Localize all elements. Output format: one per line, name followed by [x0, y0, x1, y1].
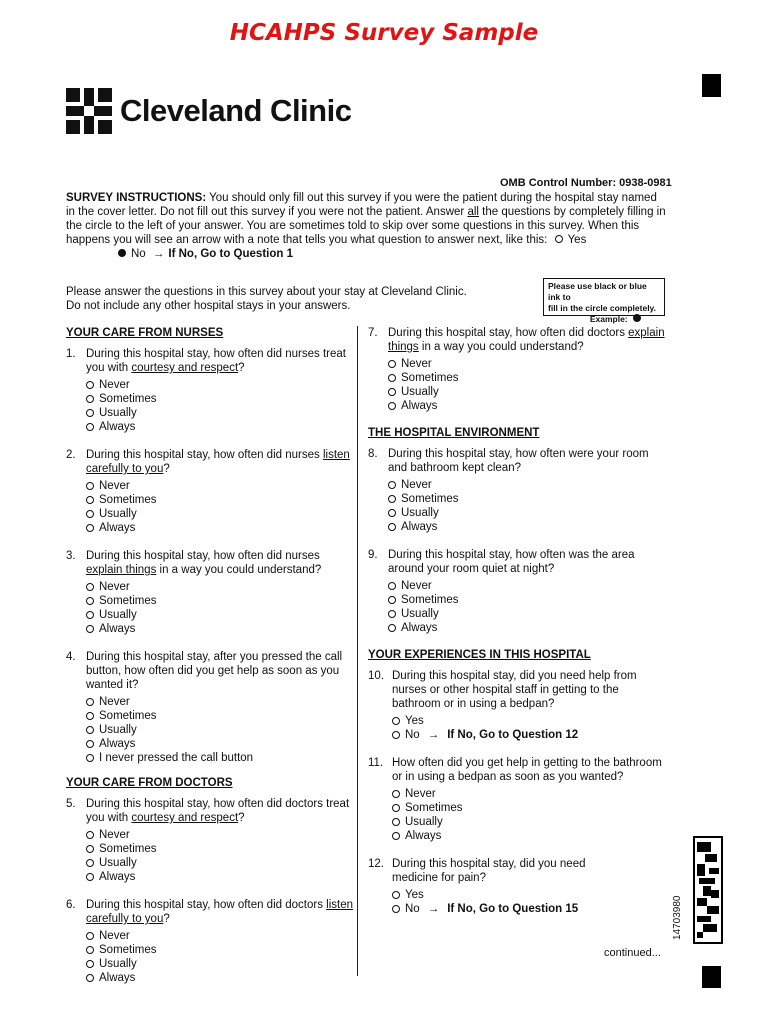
question-text: During this hospital stay, did you need help from nurses or other hospital staff in getting to the bathroom or in using a bedpan?	[392, 670, 637, 710]
option-never[interactable]	[392, 787, 668, 801]
continued-label: continued...	[604, 947, 661, 959]
option-never[interactable]	[86, 929, 356, 943]
option-label: Always	[99, 972, 136, 984]
radio-circle[interactable]	[388, 596, 396, 604]
question-number: 12.	[368, 858, 384, 870]
question-number: 3.	[66, 550, 76, 562]
ink-line-2: fill in the circle completely.	[548, 303, 657, 313]
option-no[interactable]	[392, 902, 668, 916]
cleveland-clinic-cross-logo-icon	[66, 88, 112, 134]
option-never[interactable]	[86, 580, 356, 594]
question-5	[66, 797, 356, 825]
option-sometimes[interactable]	[388, 371, 668, 385]
answer-options	[66, 929, 356, 985]
option-label: Sometimes	[401, 493, 459, 505]
option-label: Usually	[99, 508, 137, 520]
option-usually[interactable]	[392, 815, 668, 829]
option-never[interactable]	[388, 478, 668, 492]
arrow-icon: →	[152, 248, 165, 260]
question-3	[66, 549, 356, 577]
section-environment: THE HOSPITAL ENVIRONMENT	[368, 427, 540, 439]
option-label: Usually	[99, 958, 137, 970]
answer-options	[66, 479, 356, 535]
option-label: Always	[99, 623, 136, 635]
option-label: Sometimes	[401, 594, 459, 606]
question-emphasis: listen carefully to you	[86, 449, 350, 475]
option-usually[interactable]	[86, 723, 356, 737]
radio-circle[interactable]	[86, 932, 94, 940]
radio-circle[interactable]	[392, 818, 400, 826]
question-text: During this hospital stay, how often did nurses treat you with	[86, 348, 346, 374]
radio-circle[interactable]	[86, 510, 94, 518]
question-10	[368, 669, 668, 711]
question-2	[66, 448, 356, 476]
option-usually[interactable]	[86, 406, 356, 420]
ink-example-circle	[633, 314, 641, 322]
answer-note-line-1: Please answer the questions in this survey about your stay at Cleveland Clinic.	[66, 286, 467, 298]
option-no[interactable]	[392, 728, 668, 742]
question-11	[368, 756, 668, 784]
question-text-end: ?	[238, 362, 245, 374]
radio-circle[interactable]	[388, 481, 396, 489]
question-number: 9.	[368, 549, 378, 561]
radio-circle[interactable]	[86, 831, 94, 839]
option-never[interactable]	[86, 828, 356, 842]
option-label: Sometimes	[99, 843, 157, 855]
question-text: During this hospital stay, after you pressed the call button, how often did you get help as soon as you wanted it?	[86, 651, 343, 691]
ink-example-label: Example:	[589, 314, 628, 324]
answer-options	[66, 695, 356, 765]
column-divider	[357, 326, 358, 976]
skip-instruction: If No, Go to Question 15	[447, 903, 579, 915]
right-column	[368, 326, 668, 916]
question-4	[66, 650, 356, 692]
question-text: During this hospital stay, how often did doctors treat you with	[86, 798, 350, 824]
option-label: Usually	[99, 857, 137, 869]
radio-circle[interactable]	[86, 597, 94, 605]
option-label: Sometimes	[401, 372, 459, 384]
radio-circle[interactable]	[388, 388, 396, 396]
radio-circle[interactable]	[86, 859, 94, 867]
option-never[interactable]	[86, 695, 356, 709]
option-sometimes[interactable]	[86, 842, 356, 856]
option-always[interactable]	[388, 520, 668, 534]
radio-circle[interactable]	[86, 395, 94, 403]
radio-circle[interactable]	[86, 423, 94, 431]
question-text-end: ?	[163, 913, 170, 925]
answer-note	[66, 285, 526, 313]
radio-circle[interactable]	[86, 873, 94, 881]
alignment-marker-bottom	[702, 966, 721, 988]
answer-options	[66, 378, 356, 434]
radio-circle[interactable]	[86, 946, 94, 954]
question-7	[368, 326, 668, 354]
option-usually[interactable]	[86, 957, 356, 971]
option-label: Always	[99, 421, 136, 433]
option-label: Never	[405, 788, 436, 800]
question-text: During this hospital stay, how often did doctors	[86, 899, 327, 911]
radio-circle[interactable]	[86, 974, 94, 982]
section-nurses: YOUR CARE FROM NURSES	[66, 327, 224, 339]
option-always[interactable]	[388, 399, 668, 413]
option-label: Never	[99, 930, 130, 942]
radio-circle[interactable]	[86, 611, 94, 619]
option-always[interactable]	[392, 829, 668, 843]
option-always[interactable]	[86, 870, 356, 884]
question-emphasis: courtesy and respect	[131, 362, 239, 374]
answer-options	[368, 357, 668, 413]
example-filled-circle	[118, 249, 126, 257]
radio-circle[interactable]	[86, 409, 94, 417]
option-sometimes[interactable]	[388, 593, 668, 607]
option-always[interactable]	[86, 420, 356, 434]
question-number: 4.	[66, 651, 76, 663]
omb-control-number: OMB Control Number: 0938-0981	[500, 177, 672, 189]
option-label: Never	[99, 379, 130, 391]
question-number: 10.	[368, 670, 384, 682]
radio-circle[interactable]	[86, 712, 94, 720]
question-emphasis: explain things	[388, 327, 665, 353]
option-label: Sometimes	[99, 710, 157, 722]
example-empty-circle	[555, 235, 563, 243]
instructions-label: SURVEY INSTRUCTIONS:	[66, 192, 207, 204]
alignment-marker-top	[702, 74, 721, 97]
arrow-icon: →	[427, 729, 440, 741]
ink-instructions-box	[543, 278, 665, 324]
option-label: Sometimes	[99, 595, 157, 607]
cleveland-clinic-logo	[66, 88, 351, 134]
answer-options	[368, 714, 668, 742]
radio-circle[interactable]	[388, 523, 396, 531]
option-never-pressed[interactable]	[86, 751, 356, 765]
radio-circle[interactable]	[392, 832, 400, 840]
radio-circle[interactable]	[86, 381, 94, 389]
instructions-text-a: You should only fill out this survey if you were the patient during the hospital stay named in the cover letter. Do not fill out this survey if you were not the patient. Answer	[66, 192, 657, 218]
logo-text: Cleveland Clinic	[120, 93, 352, 128]
radio-circle[interactable]	[392, 731, 400, 739]
option-usually[interactable]	[86, 608, 356, 622]
question-emphasis: explain things	[86, 564, 157, 576]
option-label: Usually	[99, 407, 137, 419]
option-label: Never	[99, 480, 130, 492]
question-text: During this hospital stay, how often did nurses	[86, 449, 323, 461]
answer-options	[368, 787, 668, 843]
option-always[interactable]	[86, 521, 356, 535]
option-label: No	[405, 729, 420, 741]
radio-circle[interactable]	[86, 625, 94, 633]
option-sometimes[interactable]	[86, 493, 356, 507]
option-usually[interactable]	[388, 607, 668, 621]
option-label: I never pressed the call button	[99, 752, 254, 764]
question-8	[368, 447, 668, 475]
option-label: Never	[99, 581, 130, 593]
radio-circle[interactable]	[388, 374, 396, 382]
option-label: Usually	[401, 608, 439, 620]
radio-circle[interactable]	[86, 698, 94, 706]
example-yes: Yes	[567, 234, 587, 246]
radio-circle[interactable]	[388, 582, 396, 590]
barcode-icon	[693, 836, 723, 944]
option-always[interactable]	[86, 622, 356, 636]
answer-options	[368, 888, 668, 916]
option-sometimes[interactable]	[388, 492, 668, 506]
option-yes[interactable]	[392, 714, 668, 728]
option-label: Usually	[99, 609, 137, 621]
option-label: Never	[401, 580, 432, 592]
question-number: 6.	[66, 899, 76, 911]
option-sometimes[interactable]	[86, 594, 356, 608]
question-6	[66, 898, 356, 926]
arrow-icon: →	[427, 903, 440, 915]
example-skip-row	[66, 247, 666, 261]
question-9	[368, 548, 668, 576]
radio-circle[interactable]	[388, 509, 396, 517]
option-never[interactable]	[86, 479, 356, 493]
question-1	[66, 347, 356, 375]
example-no: No	[131, 248, 146, 260]
option-label: Always	[401, 521, 438, 533]
question-number: 7.	[368, 327, 378, 339]
skip-instruction: If No, Go to Question 12	[447, 729, 579, 741]
barcode-pattern-icon	[695, 838, 721, 942]
radio-circle[interactable]	[86, 845, 94, 853]
option-label: Yes	[405, 889, 424, 901]
option-label: Always	[405, 830, 442, 842]
radio-circle[interactable]	[86, 496, 94, 504]
option-sometimes[interactable]	[86, 392, 356, 406]
option-usually[interactable]	[86, 507, 356, 521]
option-label: Usually	[401, 507, 439, 519]
option-label: Sometimes	[99, 494, 157, 506]
question-number: 1.	[66, 348, 76, 360]
section-experiences: YOUR EXPERIENCES IN THIS HOSPITAL	[368, 649, 591, 661]
option-label: Always	[99, 738, 136, 750]
example-skip: If No, Go to Question 1	[168, 248, 293, 260]
radio-circle[interactable]	[86, 482, 94, 490]
radio-circle[interactable]	[86, 726, 94, 734]
radio-circle[interactable]	[388, 624, 396, 632]
option-label: Always	[401, 622, 438, 634]
radio-circle[interactable]	[392, 717, 400, 725]
answer-options	[66, 580, 356, 636]
option-always[interactable]	[86, 737, 356, 751]
option-never[interactable]	[388, 357, 668, 371]
answer-options	[368, 478, 668, 534]
radio-circle[interactable]	[86, 583, 94, 591]
option-sometimes[interactable]	[86, 943, 356, 957]
option-label: Sometimes	[99, 944, 157, 956]
option-label: No	[405, 903, 420, 915]
option-label: Never	[401, 358, 432, 370]
option-label: Never	[99, 696, 130, 708]
radio-circle[interactable]	[388, 610, 396, 618]
survey-instructions	[66, 191, 666, 261]
radio-circle[interactable]	[392, 905, 400, 913]
answer-options	[66, 828, 356, 884]
option-label: Never	[401, 479, 432, 491]
answer-options	[368, 579, 668, 635]
question-emphasis: courtesy and respect	[131, 812, 239, 824]
question-number: 5.	[66, 798, 76, 810]
question-12	[368, 857, 668, 885]
question-emphasis: listen carefully to you	[86, 899, 353, 925]
answer-note-line-2: Do not include any other hospital stays in your answers.	[66, 300, 351, 312]
question-text-end: in a way you could understand?	[156, 564, 322, 576]
ink-line-1: Please use black or blue ink to	[548, 281, 647, 302]
question-text-end: in a way you could understand?	[418, 341, 584, 353]
radio-circle[interactable]	[388, 402, 396, 410]
option-label: Sometimes	[99, 393, 157, 405]
form-number: 14703980	[672, 895, 683, 940]
option-never[interactable]	[388, 579, 668, 593]
radio-circle[interactable]	[86, 740, 94, 748]
radio-circle[interactable]	[86, 960, 94, 968]
radio-circle[interactable]	[392, 804, 400, 812]
question-text: During this hospital stay, how often was the area around your room quiet at night?	[388, 549, 635, 575]
option-label: Always	[99, 522, 136, 534]
option-label: Sometimes	[405, 802, 463, 814]
instructions-all: all	[467, 206, 479, 218]
radio-circle[interactable]	[388, 495, 396, 503]
option-usually[interactable]	[388, 506, 668, 520]
left-column	[66, 326, 356, 985]
radio-circle[interactable]	[388, 360, 396, 368]
question-text: During this hospital stay, how often were your room and bathroom kept clean?	[388, 448, 649, 474]
question-text-end: ?	[163, 463, 170, 475]
option-label: Always	[99, 871, 136, 883]
radio-circle[interactable]	[392, 891, 400, 899]
question-number: 11.	[368, 757, 384, 769]
question-text: How often did you get help in getting to the bathroom or in using a bedpan as soon as you wanted?	[392, 757, 662, 783]
instructions-text-b: the questions by completely filling in the circle to the left of your answer. You are sometimes told to skip over some questions in this survey. When this happens you will see an arrow with a note that tells you what question to answer next, like this:	[66, 206, 666, 246]
option-always[interactable]	[388, 621, 668, 635]
page-title: HCAHPS Survey Sample	[229, 20, 539, 46]
option-label: Usually	[401, 386, 439, 398]
option-always[interactable]	[86, 971, 356, 985]
question-number: 2.	[66, 449, 76, 461]
option-yes[interactable]	[392, 888, 668, 902]
option-usually[interactable]	[86, 856, 356, 870]
option-label: Always	[401, 400, 438, 412]
question-text: During this hospital stay, how often did nurses	[86, 550, 320, 562]
radio-circle[interactable]	[392, 790, 400, 798]
question-text: During this hospital stay, did you need medicine for pain?	[392, 858, 586, 884]
option-label: Never	[99, 829, 130, 841]
option-never[interactable]	[86, 378, 356, 392]
option-label: Usually	[405, 816, 443, 828]
option-label: Yes	[405, 715, 424, 727]
radio-circle[interactable]	[86, 754, 94, 762]
option-label: Usually	[99, 724, 137, 736]
option-sometimes[interactable]	[392, 801, 668, 815]
option-sometimes[interactable]	[86, 709, 356, 723]
question-number: 8.	[368, 448, 378, 460]
section-doctors: YOUR CARE FROM DOCTORS	[66, 777, 233, 789]
question-text: During this hospital stay, how often did doctors	[388, 327, 629, 339]
question-text-end: ?	[238, 812, 245, 824]
option-usually[interactable]	[388, 385, 668, 399]
radio-circle[interactable]	[86, 524, 94, 532]
